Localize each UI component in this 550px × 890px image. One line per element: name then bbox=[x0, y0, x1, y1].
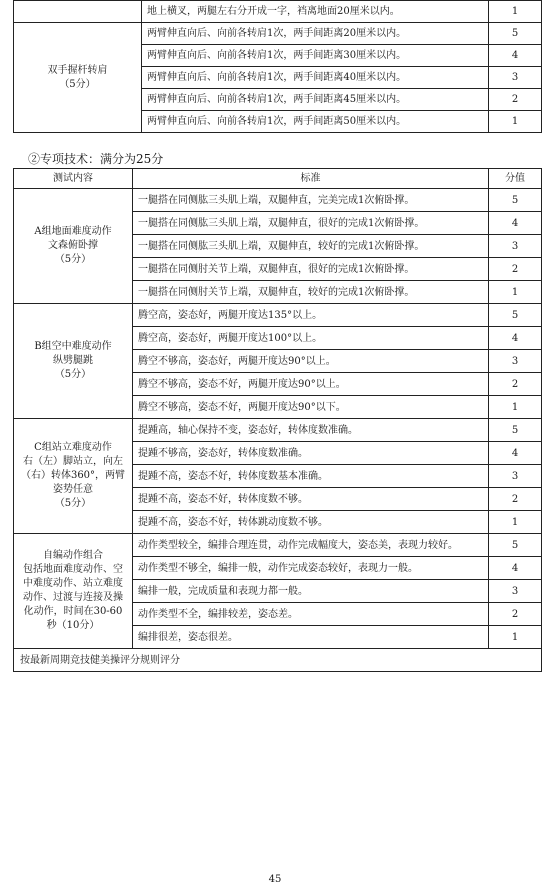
score-cell: 3 bbox=[489, 67, 542, 89]
score-cell: 5 bbox=[489, 23, 542, 45]
standard-cell: 一腿搭在同侧肱三头肌上端，双腿伸直，很好的完成1次俯卧撑。 bbox=[133, 212, 489, 235]
group-cell-c bbox=[14, 419, 133, 534]
score-cell: 1 bbox=[489, 396, 542, 419]
group-line: 中难度动作、站立难度 bbox=[23, 578, 123, 589]
score-cell: 3 bbox=[489, 350, 542, 373]
score-cell: 3 bbox=[489, 235, 542, 258]
standard-cell: 两臂伸直向后、向前各转肩1次，两手间距离45厘米以内。 bbox=[142, 89, 489, 111]
table-header-row bbox=[14, 169, 542, 189]
score-cell: 5 bbox=[489, 419, 542, 442]
standard-cell: 动作类型不全，编排较差，姿态差。 bbox=[133, 603, 489, 626]
group-line: B组空中难度动作 bbox=[34, 341, 112, 352]
score-cell: 3 bbox=[489, 580, 542, 603]
standard-cell: 动作类型较全，编排合理连贯，动作完成幅度大，姿态美，表现力较好。 bbox=[133, 534, 489, 557]
group-line: A组地面难度动作 bbox=[34, 226, 112, 237]
group-line: 自编动作组合 bbox=[43, 550, 103, 561]
page-number: 45 bbox=[268, 874, 282, 885]
standard-cell: 一腿搭在同侧肘关节上端，双腿伸直，很好的完成1次俯卧撑。 bbox=[133, 258, 489, 281]
blank-cell bbox=[14, 1, 142, 23]
header-score: 分值 bbox=[489, 169, 542, 189]
score-cell: 5 bbox=[489, 189, 542, 212]
standard-cell: 一腿搭在同侧肘关节上端，双腿伸直，较好的完成1次俯卧撑。 bbox=[133, 281, 489, 304]
group-cell-shoulder-rotation bbox=[14, 23, 142, 133]
group-line: 秒（10分） bbox=[46, 620, 100, 631]
standard-cell: 两臂伸直向后、向前各转肩1次，两手间距离20厘米以内。 bbox=[142, 23, 489, 45]
standard-cell: 提踵高，轴心保持不变，姿态好，转体度数准确。 bbox=[133, 419, 489, 442]
score-cell: 1 bbox=[489, 111, 542, 133]
standard-cell: 动作类型不够全，编排一般，动作完成姿态较好，表现力一般。 bbox=[133, 557, 489, 580]
score-cell: 4 bbox=[489, 327, 542, 350]
table-row bbox=[14, 419, 542, 442]
group-line: 姿势任意 bbox=[53, 484, 93, 495]
score-cell: 4 bbox=[489, 442, 542, 465]
standard-cell: 两臂伸直向后、向前各转肩1次，两手间距离50厘米以内。 bbox=[142, 111, 489, 133]
technique-score-table bbox=[13, 168, 542, 672]
group-line: 双手握杆转肩 bbox=[47, 64, 108, 76]
score-cell: 1 bbox=[489, 281, 542, 304]
table-row bbox=[14, 23, 542, 45]
standard-cell: 编排一般，完成质量和表现力都一般。 bbox=[133, 580, 489, 603]
score-cell: 1 bbox=[489, 1, 542, 23]
table-row bbox=[14, 534, 542, 557]
group-cell-combination bbox=[14, 534, 133, 649]
group-line: 纵劈腿跳 bbox=[53, 355, 93, 366]
table-row bbox=[14, 1, 542, 23]
standard-cell: 提踵不高，姿态不好，转体度数基本准确。 bbox=[133, 465, 489, 488]
table-row bbox=[14, 304, 542, 327]
score-cell: 5 bbox=[489, 304, 542, 327]
group-line: 化动作，时间在30-60 bbox=[23, 606, 123, 617]
group-cell-b bbox=[14, 304, 133, 419]
header-standard: 标准 bbox=[133, 169, 489, 189]
score-cell: 4 bbox=[489, 557, 542, 580]
group-line: 包括地面难度动作、空 bbox=[23, 564, 123, 575]
header-content: 测试内容 bbox=[14, 169, 133, 189]
standard-cell: 提踵不高，姿态不好，转体跳动度数不够。 bbox=[133, 511, 489, 534]
score-cell: 3 bbox=[489, 465, 542, 488]
table-footer-row bbox=[14, 649, 542, 672]
group-line: （5分） bbox=[54, 254, 92, 265]
group-line: 动作、过渡与连接及操 bbox=[23, 592, 123, 603]
footer-note: 按最新周期竞技健美操评分规则评分 bbox=[14, 649, 542, 672]
standard-cell: 编排很差，姿态很差。 bbox=[133, 626, 489, 649]
standard-cell: 腾空不够高，姿态不好，两腿开度达90°以上。 bbox=[133, 373, 489, 396]
standard-cell: 一腿搭在同侧肱三头肌上端，双腿伸直，较好的完成1次俯卧撑。 bbox=[133, 235, 489, 258]
score-cell: 4 bbox=[489, 45, 542, 67]
standard-cell: 一腿搭在同侧肱三头肌上端，双腿伸直，完美完成1次俯卧撑。 bbox=[133, 189, 489, 212]
group-line: （5分） bbox=[54, 369, 92, 380]
standard-cell: 提踵不够高，姿态好，转体度数准确。 bbox=[133, 442, 489, 465]
score-cell: 1 bbox=[489, 626, 542, 649]
standard-cell: 腾空不够高，姿态不好，两腿开度达90°以下。 bbox=[133, 396, 489, 419]
standard-cell: 腾空不够高，姿态好，两腿开度达90°以上。 bbox=[133, 350, 489, 373]
standard-cell: 腾空高，姿态好，两腿开度达135°以上。 bbox=[133, 304, 489, 327]
standard-cell: 两臂伸直向后、向前各转肩1次，两手间距离30厘米以内。 bbox=[142, 45, 489, 67]
section-heading: ②专项技术：满分为25分 bbox=[28, 152, 164, 166]
score-cell: 4 bbox=[489, 212, 542, 235]
group-cell-a bbox=[14, 189, 133, 304]
group-line: （5分） bbox=[59, 78, 96, 90]
table-row bbox=[14, 189, 542, 212]
group-line: C组站立难度动作 bbox=[34, 442, 112, 453]
standard-cell: 地上横叉，两腿左右分开成一字，裆离地面20厘米以内。 bbox=[142, 1, 489, 23]
score-cell: 5 bbox=[489, 534, 542, 557]
score-cell: 2 bbox=[489, 603, 542, 626]
score-cell: 2 bbox=[489, 373, 542, 396]
standard-cell: 腾空高，姿态好，两腿开度达100°以上。 bbox=[133, 327, 489, 350]
group-line: 文森俯卧撑 bbox=[48, 240, 98, 251]
group-line: 右（左）脚站立，向左 bbox=[23, 456, 123, 467]
group-line: （5分） bbox=[54, 498, 92, 509]
score-cell: 2 bbox=[489, 258, 542, 281]
standard-cell: 提踵不高，姿态不好，转体度数不够。 bbox=[133, 488, 489, 511]
group-line: （右）转体360°，两臂 bbox=[20, 470, 126, 481]
top-score-table bbox=[13, 0, 542, 133]
standard-cell: 两臂伸直向后、向前各转肩1次，两手间距离40厘米以内。 bbox=[142, 67, 489, 89]
score-cell: 2 bbox=[489, 89, 542, 111]
score-cell: 1 bbox=[489, 511, 542, 534]
score-cell: 2 bbox=[489, 488, 542, 511]
